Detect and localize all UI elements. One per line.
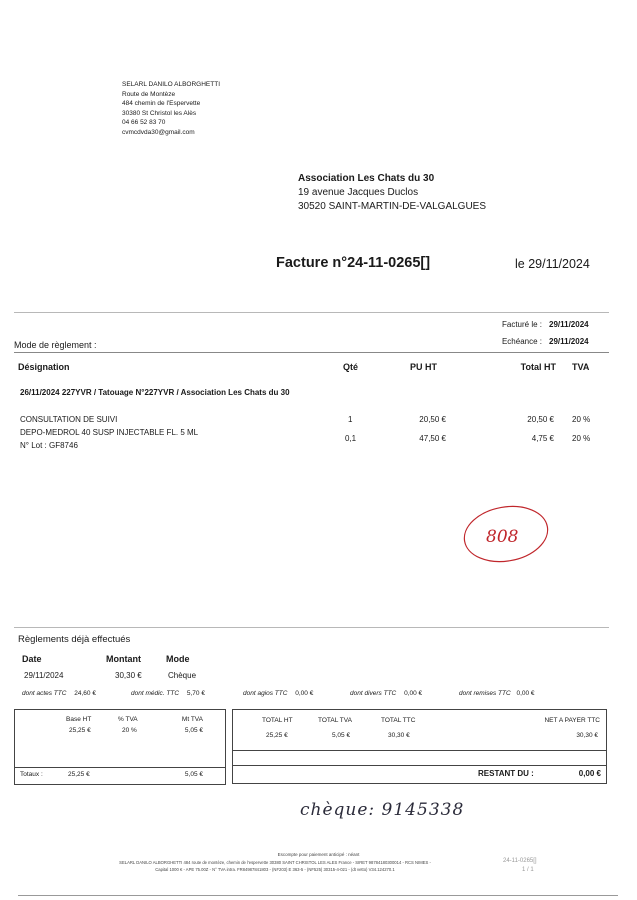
lot-number: N° Lot : GF8746 bbox=[20, 441, 78, 450]
line-tva: 20 % bbox=[572, 415, 591, 424]
vat-box-divider bbox=[14, 767, 225, 768]
header-pu: PU HT bbox=[410, 362, 437, 372]
payment-date: 29/11/2024 bbox=[24, 671, 64, 680]
restant-divider bbox=[232, 765, 606, 766]
line-qty: 0,1 bbox=[345, 434, 357, 443]
due-date: 29/11/2024 bbox=[549, 337, 589, 346]
breakdown-discounts bbox=[459, 690, 535, 697]
breakdown-value: 0,00 € bbox=[516, 690, 535, 697]
total-tva-label: TOTAL TVA bbox=[318, 717, 352, 724]
footer-legal-line2: Capital 1000 € - APE 75.00Z - N° TVA intra. FR84987841803 - (NF203) E 363-5 - (NF525) 30315-4-021 - (dt vetto) V34.124270.1 bbox=[155, 867, 395, 872]
invoice-date: le 29/11/2024 bbox=[515, 257, 590, 271]
restant-label: RESTANT DU : bbox=[478, 769, 534, 778]
recipient-street: 19 avenue Jacques Duclos bbox=[298, 187, 419, 198]
payments-header-amount: Montant bbox=[106, 654, 141, 664]
sender-address-line1: Route de Montèze bbox=[122, 90, 176, 98]
breakdown-label: dont actes TTC bbox=[22, 690, 67, 697]
breakdown-label: dont médic. TTC bbox=[131, 690, 180, 697]
sender-name: SELARL DANILO ALBORGHETTI bbox=[122, 81, 221, 88]
breakdown-value: 5,70 € bbox=[186, 690, 205, 697]
net-label: NET A PAYER TTC bbox=[544, 717, 600, 724]
breakdown-label: dont agios TTC bbox=[243, 690, 288, 697]
breakdown-value: 0,00 € bbox=[404, 690, 423, 697]
vat-rate: 20 % bbox=[122, 727, 137, 734]
vat-base-label: Base HT bbox=[66, 716, 92, 723]
line-tva: 20 % bbox=[572, 434, 591, 443]
due-label: Echéance : bbox=[501, 337, 542, 346]
restant-amount: 0,00 € bbox=[578, 769, 601, 778]
breakdown-misc bbox=[350, 690, 422, 697]
restant-box bbox=[232, 749, 607, 784]
vat-base: 25,25 € bbox=[69, 727, 91, 734]
breakdown-meds bbox=[131, 690, 205, 697]
line-total: 20,50 € bbox=[527, 415, 554, 424]
footer-invoice-ref: 24-11-0265[] bbox=[503, 858, 537, 864]
footer-legal-line1: SELARL DANILO ALBORGHETTI 484 route de montèze, chemin de l'espervette 30380 SAINT CHRISTOL LES ALES France - SIRET 98784180300014 - RCS NIMES - bbox=[119, 860, 431, 865]
sender-email: cvmcdvda30@gmail.com bbox=[122, 128, 195, 136]
breakdown-label: dont remises TTC bbox=[459, 690, 511, 697]
breakdown-label: dont divers TTC bbox=[350, 690, 397, 697]
line-label: DEPO-MEDROL 40 SUSP INJECTABLE FL. 5 ML bbox=[20, 428, 199, 437]
footer-discount: Escompte pour paiement anticipé : néant bbox=[277, 852, 360, 857]
divider bbox=[14, 352, 609, 353]
payment-mode: Chèque bbox=[168, 671, 197, 680]
header-qty: Qté bbox=[343, 362, 359, 372]
vat-rate-label: % TVA bbox=[118, 716, 138, 723]
vat-amount: 5,05 € bbox=[184, 727, 203, 734]
vat-amount-label: Mt TVA bbox=[181, 716, 203, 723]
handwritten-cheque-note: chèque: 9145338 bbox=[300, 800, 465, 820]
sender-address-line3: 30380 St Christol les Alès bbox=[122, 109, 197, 117]
sender-phone: 04 66 52 83 70 bbox=[122, 119, 166, 126]
recipient-block bbox=[298, 172, 486, 214]
payment-amount: 30,30 € bbox=[115, 671, 142, 680]
vat-totals-label: Totaux : bbox=[20, 771, 43, 778]
total-ttc: 30,30 € bbox=[388, 732, 410, 739]
payments-title: Règlements déjà effectués bbox=[18, 634, 131, 645]
billed-date: 29/11/2024 bbox=[549, 320, 589, 329]
billed-label: Facturé le : bbox=[501, 320, 542, 329]
payments-header-date: Date bbox=[22, 654, 42, 664]
payments-header-mode: Mode bbox=[166, 654, 190, 664]
breakdown-value: 24,60 € bbox=[74, 690, 96, 697]
line-total: 4,75 € bbox=[531, 434, 554, 443]
bottom-edge-line bbox=[18, 895, 618, 896]
header-designation: Désignation bbox=[18, 362, 70, 372]
recipient-name: Association Les Chats du 30 bbox=[298, 173, 435, 184]
divider bbox=[14, 312, 609, 313]
vat-totals-base: 25,25 € bbox=[68, 771, 90, 778]
line-pu: 20,50 € bbox=[419, 415, 446, 424]
total-ht: 25,25 € bbox=[266, 732, 288, 739]
footer-page-number: 1 / 1 bbox=[522, 867, 534, 873]
header-total: Total HT bbox=[520, 362, 556, 372]
vat-totals-amount: 5,05 € bbox=[184, 771, 203, 778]
breakdown-agios bbox=[243, 690, 313, 697]
line-pu: 47,50 € bbox=[419, 434, 446, 443]
total-ttc-label: TOTAL TTC bbox=[381, 717, 416, 724]
line-label: CONSULTATION DE SUIVI bbox=[20, 415, 118, 424]
divider bbox=[14, 627, 609, 628]
net-amount: 30,30 € bbox=[576, 732, 598, 739]
sender-block bbox=[122, 80, 220, 137]
payment-mode-label: Mode de règlement : bbox=[14, 340, 97, 350]
total-ht-label: TOTAL HT bbox=[262, 717, 293, 724]
invoice-title: Facture n°24-11-0265[] bbox=[276, 255, 431, 271]
breakdown-value: 0,00 € bbox=[295, 690, 314, 697]
red-ink-stamp bbox=[459, 500, 555, 570]
recipient-city: 30520 SAINT-MARTIN-DE-VALGALGUES bbox=[298, 201, 487, 212]
total-tva: 5,05 € bbox=[332, 732, 351, 739]
line-group-title: 26/11/2024 227YVR / Tatouage N°227YVR / Association Les Chats du 30 bbox=[20, 388, 290, 397]
header-tva: TVA bbox=[572, 362, 590, 372]
line-qty: 1 bbox=[348, 415, 353, 424]
breakdown-acts bbox=[22, 690, 96, 697]
stamp-text: 808 bbox=[486, 527, 519, 547]
sender-address-line2: 484 chemin de l'Espervette bbox=[122, 100, 201, 107]
